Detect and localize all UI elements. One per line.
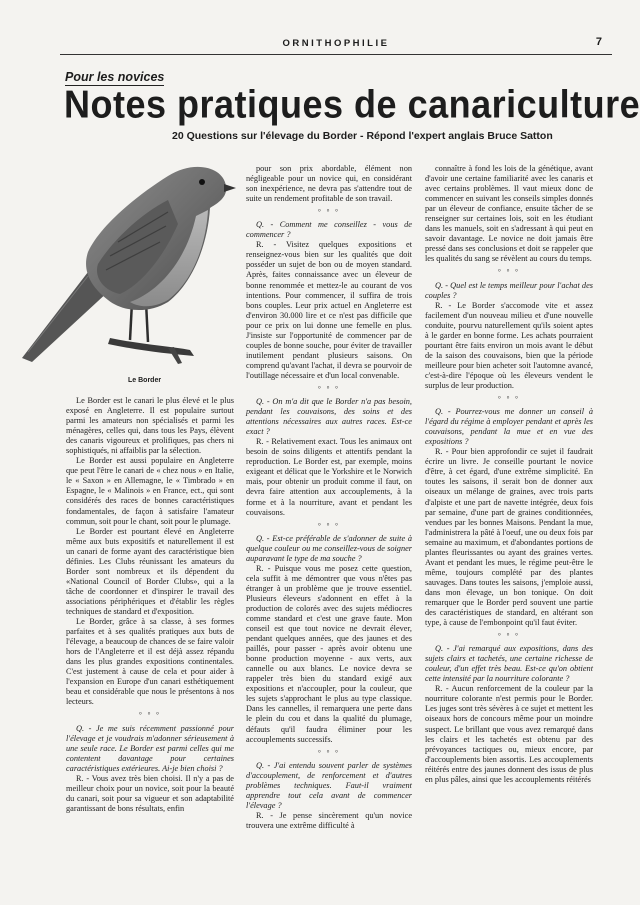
question-paragraph: Q. - Quel est le temps meilleur pour l'achat des couples ?	[425, 280, 593, 300]
body-paragraph: R. - Aucun renforcement de la couleur par la nourriture colorante n'est permis pour le Border. Les juges sont très sévères à ce sujet et mettent les oiseaux hors de concours même pour un moindre suspect. Le brillant que vous avez remarqué dans les clairs et les tachetés est obtenu par des prévoyances tactiques ou, mieux encore, par d'accouplements bien assortis. Les accouplements réitérés entre des jaunes donnent des issus de plus en plus pâles, ainsi que les accouplements réitérés	[425, 684, 593, 784]
body-paragraph: R. - Relativement exact. Tous les animaux ont besoin de soins diligents et attentifs pendant la reproduction. Le Border est, par exemple, moins exigeant et délicat que le Yorkshire et le Norwich mais, pour obtenir un produit comme il faut, on devra faire attention aux accouplements, à la forme et à la nourriture, avant et pendant les couvaisons.	[246, 437, 412, 517]
section-separator: ° ° °	[498, 632, 520, 641]
body-paragraph: R. - Vous avez très bien choisi. Il n'y a pas de meilleur choix pour un novice, soit pour la beauté du canari, soit pour sa vigueur et son adaptabilité garantissant de bons résultats, enfin	[66, 773, 234, 813]
running-title: ORNITHOPHILIE	[282, 38, 390, 49]
section-separator: ° ° °	[498, 395, 520, 404]
question-paragraph: Q. - J'ai entendu souvent parler de systèmes d'accouplement, de renforcement et d'autres problèmes techniques. Faut-il vraiment apprendre tout cela avant de commencer l'élevage ?	[246, 760, 412, 810]
section-separator: ° ° °	[318, 384, 340, 393]
photo-caption: Le Border	[128, 377, 162, 384]
article-title: Notes pratiques de canariculture	[64, 82, 640, 127]
question-paragraph: Q. - Comment me conseillez - vous de commencer ?	[246, 220, 412, 240]
section-separator: ° ° °	[318, 748, 340, 757]
page-header	[60, 38, 612, 54]
canary-photo	[18, 152, 238, 374]
question-paragraph: Q. - Est-ce préférable de s'adonner de suite à quelque couleur ou me conseillez-vous de soigner auparavant le type de ma souche ?	[246, 533, 412, 563]
body-paragraph: Le Border est aussi populaire en Angleterre que peut l'être le canari de « chez nous » en Italie, le « Saxon » en Allemagne, le « Timbrado » en Espagne, le « Malinois » en France, ect., qui sont considérés des races de bonnes caractéristiques fondamentales, de façon à satisfaire l'amateur commun, soit pour le chant, soit pour le plumage.	[66, 456, 234, 526]
section-separator: ° ° °	[498, 268, 520, 277]
body-paragraph: R. - Le Border s'accomode vite et assez facilement d'un nouveau milieu et d'une nouvelle conduite, pourvu naturellement qu'ils soient aptes à le garder en bonne forme. Les achats pourraient pourtant être faits environ un mois avant le début de la saison des couvaisons, bien que la période meilleure pour bien acheter soit l'automne avancé, c'est-à-dire l'époque où les éleveurs vendent le surplus de leur production.	[425, 300, 593, 390]
section-separator: ° ° °	[139, 711, 161, 720]
section-kicker: Pour les novices	[65, 70, 165, 84]
question-paragraph: Q. - Pourrez-vous me donner un conseil à l'égard du régime à employer pendant et après les couvaisons, pendant la mue et en vue des expositions ?	[425, 407, 593, 447]
body-paragraph: R. - Pour bien approfondir ce sujet il faudrait écrire un livre. Je conseille pourtant le novice d'être, à cet égard, d'une extrême simplicité. En toutes les saisons, il serait bon de donner aux oiseaux un mélange de graines, avec trois parts d'alpiste et une part de navette intégrée, deux fois par semaine, d'une part de graines conditionnées, vendues par les bonnes Maisons. Pendant la mue, l'administrera la pâté à l'oeuf, une ou deux fois par semaine au maximum, et d'abondantes portions de plantes fleurissantes ou ayant des graines vertes. Avant et pendant les mues, le régime peut-être le même, toujours complété par des plantes sauvages. Dans toutes les saisons, j'emploie aussi, dans mon élevage, un bon tonique. On doit remarquer que le Border perd souvent une partie des caractéristiques de standard, en altérant son type, à cause de l'embonpoint qu'il faut éviter.	[425, 447, 593, 628]
border-canary-illustration	[18, 152, 238, 374]
body-paragraph: Le Border, grâce à sa classe, à ses formes parfaites et à ses qualités pratiques aux buts de l'élevage, a beaucoup de chances de se faire valoir hors de l'Angleterre et il est déjà assez répandu dans les plus grandes expositions continentales. C'est justement à cause de cela et pour aider à l'expansion en Europe d'un canari esthétiquement beau et considérable que nous le présentons à nos lecteurs.	[66, 617, 234, 707]
text-column-3	[425, 164, 593, 785]
body-paragraph: connaître à fond les lois de la génétique, avant d'avoir une certaine familiarité avec les canaris et avec certains problèmes. Il vaut mieux donc de commencer en suivant les conseils simples donnés par un éleveur de confiance, ensuite tâcher de se renseigner sur certaines lois, soit en les étudiant dans les manuels, soit en s'adressant à qui peut en savoir davantage. Le novice ne doit jamais être pressé dans ses conclusions et doit se rappeler que les qualités du sang se révèlent au cours du temps.	[425, 164, 593, 264]
section-separator: ° ° °	[318, 208, 340, 217]
body-paragraph: R. - Visitez quelques expositions et renseignez-vous bien sur les qualités que doit posséder un sujet de bon ou de moyen standard. Après, faites connaissance avec un éleveur de bonne renommée et mettez-le au courant de vos intentions. Pour commencer, il suffira de trois bons couples. Leur prix actuel en Angleterre est d'environ 30.000 lire et ce n'est pas difficile que pour ce prix on lui donne une femelle en plus. J'insiste sur l'opportunité de commencer par de couples de bonne souche, pour éviter de travailler inutilement pendant plusieurs saisons. On comprend qu'avant l'achat, il devra se pourvoir de l'outillage nécessaire et d'un local convenable.	[246, 240, 412, 380]
body-paragraph: R. - Puisque vous me posez cette question, cela suffit à me démontrer que vous n'êtes pas étranger à un problème que je trouve essentiel. Plusieurs éleveurs s'adonnent en effet à la production de colorés avec des sujets médiocres comme standard et c'est une grave faute. Mon conseil est que tout novice ne devrait élever, pendant quelques années, que des jaunes et des paillés, pour passer - après avoir obtenu une bonne production moyenne - aux verts, aux cannelle ou aux blancs. Le novice devra se rappeler très bien du standard exigé aux expositions et n'accoupler, pour la couleur, que les sujets s'approchant le plus au type classique. Dans les cannelles, il remarquera une perte dans le plein du cou et dans la qualité du plumage, défauts qu'il faudra éliminer pour les accouplements successifs.	[246, 563, 412, 744]
body-paragraph: pour son prix abordable, élément non négligeable pour un novice qui, en considérant son inexpérience, ne devra pas s'attendre tout de suite un rendement profitable de son travail.	[246, 164, 412, 204]
body-paragraph: R. - Je pense sincèrement qu'un novice trouvera une extrême difficulté à	[246, 810, 412, 830]
article-subtitle: 20 Questions sur l'élevage du Border - Répond l'expert anglais Bruce Satton	[172, 130, 553, 142]
body-paragraph: Le Border est le canari le plus élevé et le plus exposé en Angleterre. Il est populaire surtout parmi les amateurs non spécialisés et parmi les ménagères, celles qui, dans tous les Pays, élèvent des canaris vigoureux et prolifiques, pas chers ni sophistiqués, ni affaiblis par la sélection.	[66, 396, 234, 456]
question-paragraph: Q. - On m'a dit que le Border n'a pas besoin, pendant les couvaisons, des soins et des attentions nécessaires aux autres races. Est-ce exact ?	[246, 397, 412, 437]
page-number: 7	[595, 36, 602, 48]
header-rule	[60, 54, 612, 55]
body-paragraph: Le Border est pourtant élevé en Angleterre même aux buts expositifs et naturellement il est un canari de forme ayant des caractéristique bien définies. Les Clubs réunissant les amateurs du Border sont nombreux et ils dépendent du «National Council of Border Clubs», qui a la tâche de coordonner et d'inspirer le travail des associations périphériques et d'établir les règles techniques de standard et d'exposition.	[66, 526, 234, 616]
question-paragraph: Q. - Je me suis récemment passionné pour l'élevage et je voudrais m'adonner sérieusement à une seule race. Le Border est parmi celles qui me contentent davantage pour certaines caractéristiques extérieures. Ai-je bien choisi ?	[66, 723, 234, 773]
question-paragraph: Q. - J'ai remarqué aux expositions, dans des sujets clairs et tachetés, une certaine richesse de couleur, d'un effet très beau. Est-ce qu'on obtient cette intensité par la nourriture colorante ?	[425, 644, 593, 684]
section-separator: ° ° °	[318, 521, 340, 530]
text-column-1	[66, 396, 234, 814]
text-column-2	[246, 164, 412, 831]
